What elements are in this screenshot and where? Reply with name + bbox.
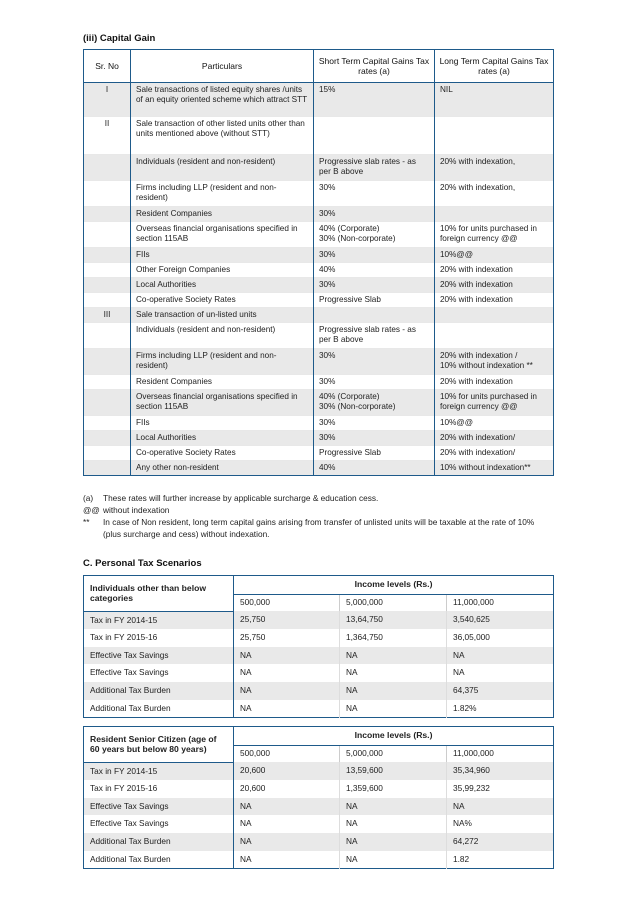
sr-no-cell — [84, 461, 131, 476]
table-header-row — [84, 576, 554, 595]
short-term-cell: 40% (Corporate) 30% (Non-corporate) — [314, 222, 435, 248]
footnote — [83, 516, 553, 540]
short-term-cell: 30% — [314, 181, 435, 207]
sr-no-cell — [84, 181, 131, 207]
short-term-cell: Progressive Slab — [314, 293, 435, 308]
income-level-cell: 500,000 — [234, 594, 340, 611]
value-cell: NA — [234, 647, 340, 665]
sr-no-cell — [84, 416, 131, 431]
particulars-cell: Firms including LLP (resident and non-resident) — [131, 181, 314, 207]
value-cell: NA — [447, 798, 554, 816]
table-row — [84, 431, 554, 446]
value-cell: NA — [234, 851, 340, 869]
table-row — [84, 207, 554, 222]
value-cell: NA — [234, 815, 340, 833]
value-cell: 64,272 — [447, 833, 554, 851]
short-term-cell: 30% — [314, 207, 435, 222]
short-term-cell: Progressive Slab — [314, 446, 435, 461]
capital-gain-heading: (iii) Capital Gain — [83, 33, 156, 44]
particulars-cell: Sale transactions of listed equity shares /units of an equity oriented scheme which attract STT — [131, 83, 314, 117]
long-term-cell: 20% with indexation — [435, 278, 554, 293]
category-label: Individuals other than below categories — [84, 576, 234, 612]
value-cell: NA — [234, 682, 340, 700]
income-level-cell: 11,000,000 — [447, 745, 554, 762]
table-row — [84, 815, 554, 833]
long-term-cell: 20% with indexation — [435, 375, 554, 390]
particulars-cell: Individuals (resident and non-resident) — [131, 155, 314, 181]
short-term-cell: 30% — [314, 278, 435, 293]
table-row — [84, 293, 554, 308]
value-cell: 20,600 — [234, 780, 340, 798]
short-term-cell: 40% (Corporate) 30% (Non-corporate) — [314, 390, 435, 416]
table-row — [84, 278, 554, 293]
table-row — [84, 851, 554, 869]
particulars-cell: Firms including LLP (resident and non-resident) — [131, 349, 314, 375]
value-cell: 36,05,000 — [453, 632, 490, 643]
long-term-cell: 20% with indexation, — [435, 155, 554, 181]
footnote — [83, 492, 553, 504]
category-label: Resident Senior Citizen (age of 60 years but below 80 years) — [84, 727, 234, 763]
particulars-cell: Resident Companies — [131, 375, 314, 390]
value-cell: NA — [234, 798, 340, 816]
table-row — [84, 390, 554, 416]
header-short-term: Short Term Capital Gains Tax rates (a) — [314, 50, 435, 83]
sr-no-cell — [84, 349, 131, 375]
footnote-text: These rates will further increase by applicable surcharge & education cess. — [103, 493, 379, 503]
table-row — [84, 155, 554, 181]
long-term-cell: 10%@@ — [435, 248, 554, 263]
particulars-cell: Individuals (resident and non-resident) — [131, 323, 314, 349]
particulars-cell: Local Authorities — [131, 431, 314, 446]
value-cell: NA — [234, 664, 340, 682]
row-label: Tax in FY 2015-16 — [84, 629, 234, 647]
short-term-cell: 30% — [314, 431, 435, 446]
particulars-cell: Overseas financial organisations specified in section 115AB — [131, 390, 314, 416]
value-cell: 13,64,750 — [340, 611, 447, 629]
table-row — [84, 700, 554, 718]
header-particulars: Particulars — [131, 50, 314, 83]
table-row — [84, 629, 554, 647]
value-cell: 1.82% — [453, 702, 477, 713]
table-row — [84, 263, 554, 278]
table-row — [84, 682, 554, 700]
footnotes — [83, 492, 553, 540]
value-cell: 20,600 — [234, 762, 340, 780]
sr-no-cell — [84, 207, 131, 222]
footnote-text: In case of Non resident, long term capital gains arising from transfer of unlisted units will be taxable at the rate of 10% (plus surcharge and cess) without indexation. — [103, 517, 535, 539]
sr-no-cell — [84, 323, 131, 349]
long-term-cell: 20% with indexation — [435, 293, 554, 308]
row-label: Additional Tax Burden — [84, 700, 234, 718]
sr-no-cell — [84, 263, 131, 278]
sr-no-cell — [84, 222, 131, 248]
value-cell: NA% — [453, 818, 472, 829]
income-level-cell: 5,000,000 — [340, 594, 447, 611]
long-term-cell: 20% with indexation/ — [435, 446, 554, 461]
value-cell: NA — [340, 700, 447, 718]
particulars-cell: Co-operative Society Rates — [131, 293, 314, 308]
row-label: Additional Tax Burden — [84, 851, 234, 869]
short-term-cell: 30% — [314, 416, 435, 431]
long-term-cell: NIL — [435, 83, 554, 117]
personal-tax-heading: C. Personal Tax Scenarios — [83, 558, 202, 569]
table-row — [84, 83, 554, 117]
short-term-cell — [314, 117, 435, 155]
long-term-cell: 10%@@ — [435, 416, 554, 431]
income-level-cell: 5,000,000 — [340, 745, 447, 762]
row-label: Effective Tax Savings — [84, 664, 234, 682]
sr-no-cell — [84, 293, 131, 308]
footnote-text: without indexation — [103, 505, 170, 515]
capital-gain-table — [83, 49, 554, 476]
long-term-cell: 10% for units purchased in foreign currency @@ — [435, 222, 554, 248]
short-term-cell: Progressive slab rates - as per B above — [314, 323, 435, 349]
sr-no-cell — [84, 248, 131, 263]
short-term-cell: 40% — [314, 263, 435, 278]
value-cell: 35,34,960 — [447, 762, 554, 780]
sr-no-cell — [84, 390, 131, 416]
value-cell: NA — [340, 815, 447, 833]
table-row — [84, 349, 554, 375]
value-cell: NA — [340, 664, 447, 682]
long-term-cell — [435, 308, 554, 323]
short-term-cell: 30% — [314, 375, 435, 390]
short-term-cell: 15% — [314, 83, 435, 117]
table-row — [84, 248, 554, 263]
particulars-cell: Sale transaction of other listed units other than units mentioned above (without STT) — [131, 117, 314, 155]
sr-no-cell — [84, 278, 131, 293]
value-cell: NA — [447, 647, 554, 665]
personal-tax-table-general — [83, 575, 554, 718]
table-row — [84, 611, 554, 629]
value-cell: 25,750 — [234, 629, 340, 647]
table-row — [84, 461, 554, 476]
particulars-cell: Resident Companies — [131, 207, 314, 222]
particulars-cell: Any other non-resident — [131, 461, 314, 476]
table-row — [84, 222, 554, 248]
income-levels-label: Income levels (Rs.) — [234, 576, 554, 595]
table-row — [84, 181, 554, 207]
table-row — [84, 833, 554, 851]
long-term-cell: 10% for units purchased in foreign currency @@ — [435, 390, 554, 416]
row-label: Tax in FY 2014-15 — [84, 611, 234, 629]
row-label: Additional Tax Burden — [84, 682, 234, 700]
value-cell: NA — [340, 851, 447, 869]
footnote-mark: ** — [83, 517, 90, 527]
value-cell: 35,99,232 — [453, 783, 490, 794]
income-levels-label: Income levels (Rs.) — [234, 727, 554, 746]
value-cell: NA — [340, 833, 447, 851]
short-term-cell: 30% — [314, 248, 435, 263]
long-term-cell: 10% without indexation** — [435, 461, 554, 476]
row-label: Tax in FY 2015-16 — [84, 780, 234, 798]
table-row — [84, 446, 554, 461]
footnote — [83, 504, 553, 516]
sr-no-cell: I — [84, 83, 131, 117]
long-term-cell — [435, 207, 554, 222]
sr-no-cell — [84, 375, 131, 390]
header-long-term: Long Term Capital Gains Tax rates (a) — [435, 50, 554, 83]
sr-no-cell — [84, 431, 131, 446]
header-sr-no: Sr. No — [84, 50, 131, 83]
long-term-cell: 20% with indexation/ — [435, 431, 554, 446]
short-term-cell: 40% — [314, 461, 435, 476]
long-term-cell — [435, 117, 554, 155]
table-row — [84, 780, 554, 798]
long-term-cell — [435, 323, 554, 349]
long-term-cell: 20% with indexation, — [435, 181, 554, 207]
row-label: Tax in FY 2014-15 — [84, 762, 234, 780]
sr-no-cell: III — [84, 308, 131, 323]
value-cell: NA — [340, 647, 447, 665]
long-term-cell: 20% with indexation — [435, 263, 554, 278]
row-label: Additional Tax Burden — [84, 833, 234, 851]
short-term-cell — [314, 308, 435, 323]
table-header-row — [84, 727, 554, 746]
particulars-cell: Overseas financial organisations specified in section 115AB — [131, 222, 314, 248]
short-term-cell: Progressive slab rates - as per B above — [314, 155, 435, 181]
particulars-cell: Co-operative Society Rates — [131, 446, 314, 461]
sr-no-cell — [84, 155, 131, 181]
value-cell: 3,540,625 — [447, 611, 554, 629]
table-row — [84, 798, 554, 816]
table-row — [84, 375, 554, 390]
particulars-cell: Other Foreign Companies — [131, 263, 314, 278]
value-cell: 13,59,600 — [340, 762, 447, 780]
value-cell: NA — [234, 833, 340, 851]
particulars-cell: Sale transaction of un-listed units — [131, 308, 314, 323]
particulars-cell: Local Authorities — [131, 278, 314, 293]
value-cell: NA — [340, 682, 447, 700]
footnote-mark: @@ — [83, 505, 100, 515]
table-row — [84, 647, 554, 665]
income-level-cell: 500,000 — [234, 745, 340, 762]
row-label: Effective Tax Savings — [84, 798, 234, 816]
sr-no-cell — [84, 446, 131, 461]
row-label: Effective Tax Savings — [84, 647, 234, 665]
particulars-cell: FIIs — [131, 416, 314, 431]
table-row — [84, 323, 554, 349]
value-cell: NA — [340, 798, 447, 816]
value-cell: NA — [234, 700, 340, 718]
personal-tax-table-senior — [83, 726, 554, 869]
table-row — [84, 308, 554, 323]
value-cell: 64,375 — [447, 682, 554, 700]
value-cell: 1,359,600 — [340, 780, 447, 798]
value-cell: NA — [453, 667, 465, 678]
particulars-cell: FIIs — [131, 248, 314, 263]
table-row — [84, 664, 554, 682]
table-row — [84, 117, 554, 155]
table-row — [84, 762, 554, 780]
short-term-cell: 30% — [314, 349, 435, 375]
table-row — [84, 416, 554, 431]
value-cell: 25,750 — [234, 611, 340, 629]
value-cell: 1,364,750 — [340, 629, 447, 647]
value-cell: 1.82 — [453, 853, 470, 864]
footnote-mark: (a) — [83, 493, 94, 503]
sr-no-cell: II — [84, 117, 131, 155]
income-level-cell: 11,000,000 — [447, 594, 554, 611]
long-term-cell: 20% with indexation / 10% without indexation ** — [435, 349, 554, 375]
row-label: Effective Tax Savings — [84, 815, 234, 833]
